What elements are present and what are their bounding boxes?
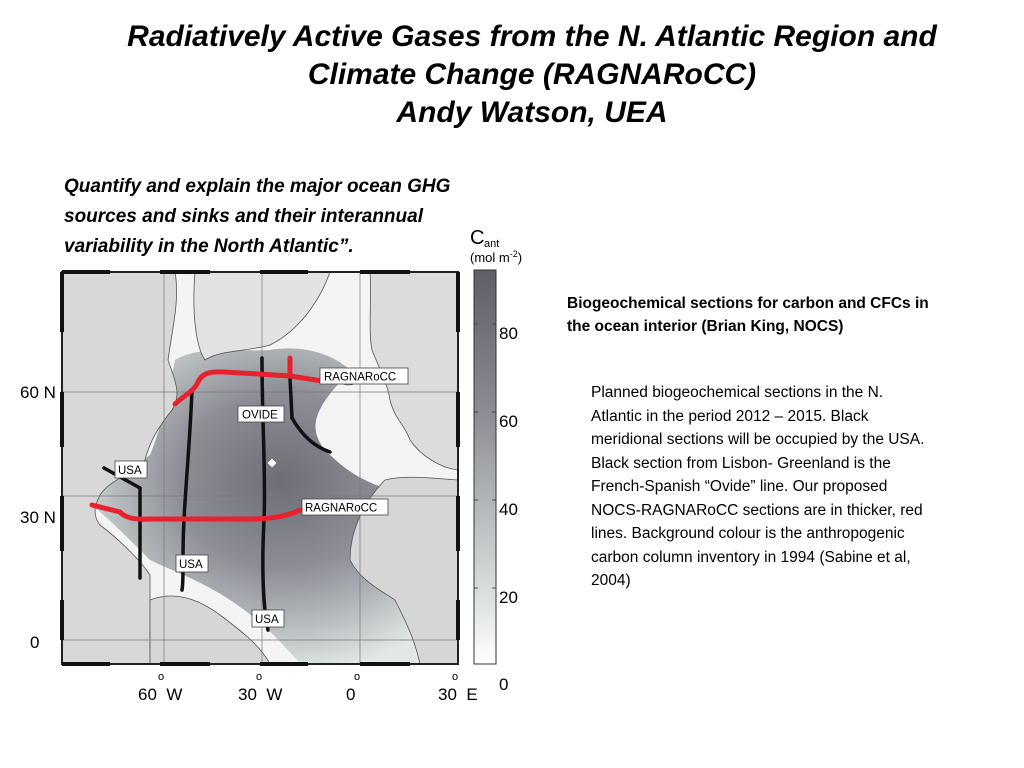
colorbar-tick-labels	[499, 324, 518, 694]
planned-line: lines. Background colour is the anthropogenic	[591, 525, 905, 542]
colorbar-symbol: C	[470, 227, 485, 249]
latitude-labels	[20, 383, 56, 652]
colorbar-tick-60: 60	[499, 412, 518, 431]
planned-line: French-Spanish “Ovide” line. Our proposed	[591, 478, 888, 495]
title-author: Andy Watson, UEA	[396, 96, 668, 129]
objective-line-3: variability in the North Atlantic”.	[64, 236, 354, 257]
usa-middle-label: USA	[179, 559, 203, 571]
lon-degree-symbol: o	[256, 671, 263, 683]
ragnarocc-south-label: RAGNARoCC	[305, 502, 378, 515]
title-line-1: Radiatively Active Gases from the N. Atlantic Region and	[127, 20, 937, 53]
objective-line-2: sources and sinks and their interannual	[64, 206, 423, 227]
planned-line: NOCS-RAGNARoCC sections are in thicker, red	[591, 501, 923, 519]
colorbar-scale	[474, 270, 496, 664]
objective-line-1: Quantify and explain the major ocean GHG	[64, 176, 451, 197]
ovide-label: OVIDE	[242, 409, 278, 422]
ragnarocc-north-label: RAGNARoCC	[324, 371, 397, 384]
colorbar-units: (mol $m^{-2}$)	[470, 249, 523, 265]
lon-label-30e: 30 E	[438, 685, 478, 704]
usa-east-label: USA	[255, 614, 279, 626]
planned-line: Black section from Lisbon- Greenland is the	[591, 454, 891, 472]
colorbar-tick-40: 40	[499, 500, 518, 519]
planned-line: Planned biogeochemical sections in the N.	[591, 384, 884, 401]
planned-line: Atlantic in the period 2012 – 2015. Black	[591, 407, 869, 425]
planned-line: meridional sections will be occupied by the USA.	[591, 431, 925, 448]
lon-degree-symbol: o	[158, 671, 165, 683]
lon-degree-symbol: o	[354, 671, 361, 683]
biogeochem-line-1: Biogeochemical sections for carbon and CFCs in	[567, 295, 929, 312]
planned-sections-text	[591, 381, 1001, 593]
slide-title	[60, 18, 1004, 132]
colorbar-tick-0: 0	[499, 675, 509, 694]
planned-line: 2004)	[591, 572, 631, 589]
colorbar-tick-80: 80	[499, 324, 518, 343]
planned-line: carbon column inventory in 1994 (Sabine et al,	[591, 548, 911, 566]
biogeochem-line-2: the ocean interior (Brian King, NOCS)	[567, 318, 844, 335]
biogeochem-heading	[567, 292, 987, 338]
lon-label-0: 0	[346, 685, 356, 704]
north-atlantic-section-map	[0, 220, 560, 710]
title-line-2: Climate Change (RAGNARoCC)	[307, 58, 757, 91]
lon-label-60w: 60 W	[138, 685, 183, 704]
lon-degree-symbol: o	[452, 671, 459, 683]
colorbar	[470, 227, 522, 694]
colorbar-subscript: ant	[484, 238, 500, 250]
lon-label-30w: 30 W	[238, 685, 283, 704]
lat-label-0: 0	[30, 633, 40, 652]
longitude-labels	[138, 671, 478, 704]
usa-west-label: USA	[118, 465, 142, 477]
colorbar-tick-20: 20	[499, 588, 518, 607]
lat-label-60n: 60 N	[20, 383, 56, 402]
lat-label-30n: 30 N	[20, 508, 56, 527]
